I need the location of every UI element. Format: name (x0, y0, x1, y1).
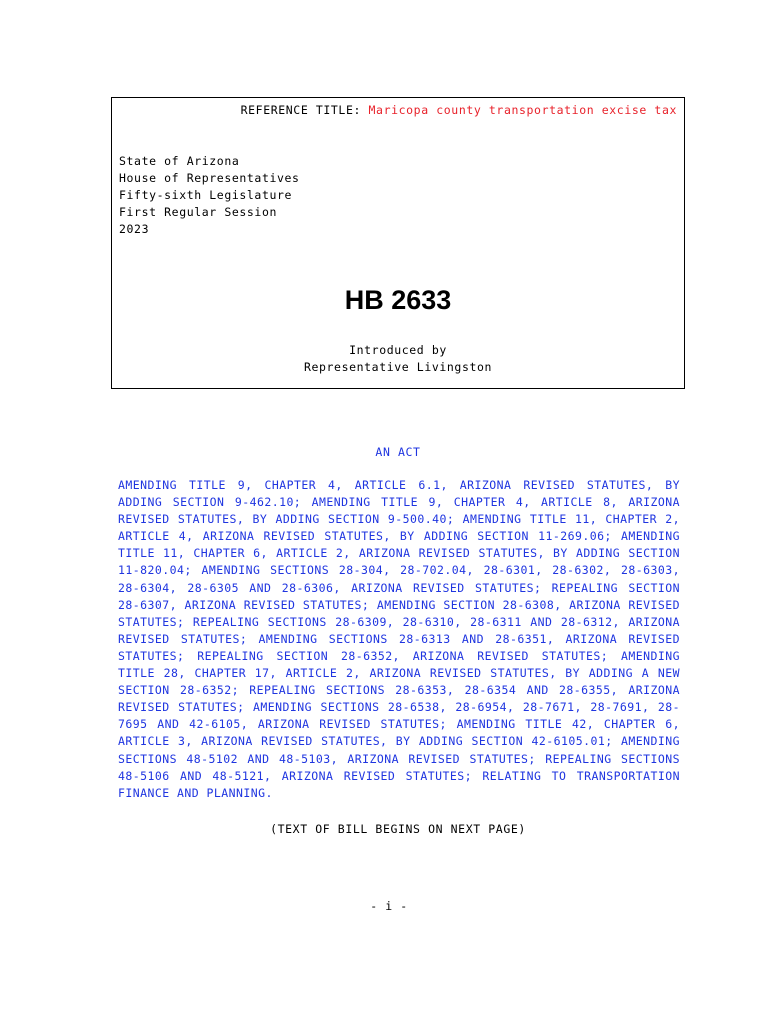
reference-title-line (241, 103, 677, 117)
introduced-by-block (112, 342, 684, 376)
legislative-session-block (119, 153, 300, 238)
session-year: 2023 (119, 222, 150, 236)
act-heading: AN ACT (375, 445, 421, 459)
session-chamber: House of Representatives (119, 171, 300, 185)
text-begins-note: (TEXT OF BILL BEGINS ON NEXT PAGE) (270, 822, 526, 836)
session-legislature: Fifty-sixth Legislature (119, 188, 293, 202)
session-type: First Regular Session (119, 205, 277, 219)
reference-title-value: Maricopa county transportation excise tax (368, 103, 677, 117)
reference-title-label: REFERENCE TITLE: (240, 103, 369, 117)
page-number: - i - (370, 899, 408, 913)
sponsor-name: Representative Livingston (303, 360, 493, 374)
act-title-text: AMENDING TITLE 9, CHAPTER 4, ARTICLE 6.1, ARIZONA REVISED STATUTES, BY ADDING SECTION 9-462.10; AMENDING TITLE 9, CHAPTER 4, ARTICLE 8, ARIZONA REVISED STATUTES, BY ADDING SECTION 9-500.40; AMENDING TITLE 11, CHAPTER 2, ARTICLE 4, ARIZONA REVISED STATUTES, BY ADDING SECTION 11-269.06; AMENDING TITLE 11, CHAPTER 6, ARTICLE 2, ARIZONA REVISED STATUTES, BY ADDING SECTION 11-820.04; AMENDING SECTIONS 28-304, 28-702.04, 28-6301, 28-6302, 28-6303, 28-6304, 28-6305 AND 28-6306, ARIZONA REVISED STATUTES; REPEALING SECTION 28-6307, ARIZONA REVISED STATUTES; AMENDING SECTION 28-6308, ARIZONA REVISED STATUTES; REPEALING SECTIONS 28-6309, 28-6310, 28-6311 AND 28-6312, ARIZONA REVISED STATUTES; AMENDING SECTIONS 28-6313 AND 28-6351, ARIZONA REVISED STATUTES; REPEALING SECTION 28-6352, ARIZONA REVISED STATUTES; AMENDING TITLE 28, CHAPTER 17, ARTICLE 2, ARIZONA REVISED STATUTES, BY ADDING A NEW SECTION 28-6352; REPEALING SECTIONS 28-6353, 28-6354 AND 28-6355, ARIZONA REVISED STATUTES; AMENDING SECTIONS 28-6538, 28-6954, 28-7671, 28-7691, 28-7695 AND 42-6105, ARIZONA REVISED STATUTES; AMENDING TITLE 42, CHAPTER 6, ARTICLE 3, ARIZONA REVISED STATUTES, BY ADDING SECTION 42-6105.01; AMENDING SECTIONS 48-5102 AND 48-5103, ARIZONA REVISED STATUTES; REPEALING SECTIONS 48-5106 AND 48-5121, ARIZONA REVISED STATUTES; RELATING TO TRANSPORTATION FINANCE AND PLANNING. (118, 478, 680, 800)
bill-number: HB 2633 (344, 285, 452, 315)
bill-title-box (111, 97, 685, 389)
session-state: State of Arizona (119, 154, 240, 168)
introduced-by-label: Introduced by (349, 343, 447, 357)
